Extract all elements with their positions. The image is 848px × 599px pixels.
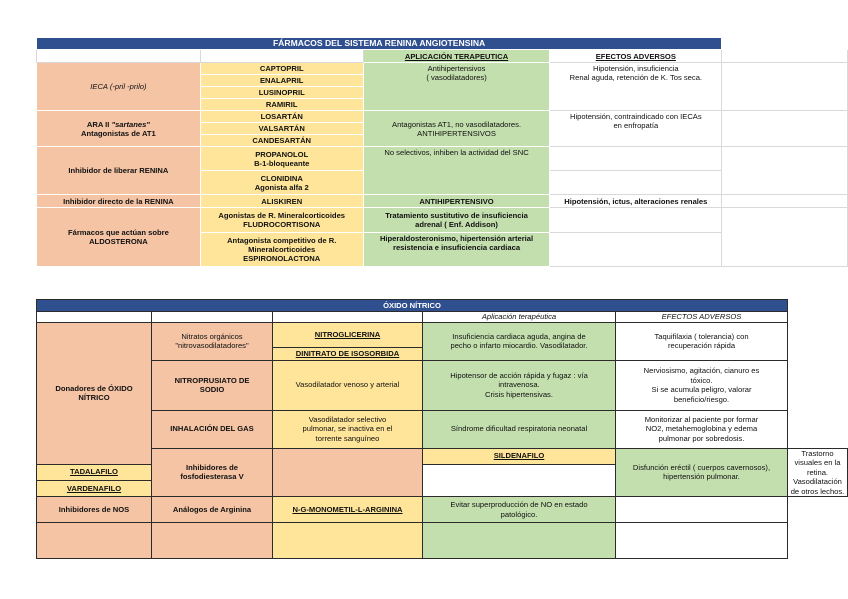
drug-sildenafilo: SILDENAFILO <box>423 448 616 464</box>
ara-therapeutic: Antagonistas AT1, no vasodilatadores. ANTIHIPERTENSIVOS <box>363 111 550 147</box>
nitroprusiato-therapeutic: Hipotensor de acción rápida y fugaz : vía intravenosa. Crisis hipertensivas. <box>423 360 616 410</box>
aldosterone-therapeutic-2: Hiperaldosteronismo, hipertensión arterial resistencia e insuficiencia cardiaca <box>363 233 550 267</box>
drug-fludrocortisona: Agonistas de R. Mineralcorticoides FLUDROCORTISONA <box>200 208 363 233</box>
nitrates-subgroup: Nitratos orgánicos "nitrovasodilatadores" <box>152 322 273 360</box>
table2-title: ÓXIDO NÍTRICO <box>37 300 788 312</box>
nitroprusiato-drug: Vasodilatador venoso y arterial <box>273 360 423 410</box>
pde5-adverse: Trastorno visuales en la retina. Vasodilatación de otros lechos. <box>788 448 848 497</box>
no-donors-group: Donadores de ÓXIDO NÍTRICO <box>37 322 152 464</box>
drug-enalapril: ENALAPRIL <box>200 75 363 87</box>
ara-adverse: Hipotensión, contraindicado con IECAs en enfropatía <box>550 111 722 147</box>
aldosterone-group: Fármacos que actúan sobre ALDOSTERONA <box>37 208 201 267</box>
table1-col-therapeutic: APLICACIÓN TERAPEUTICA <box>363 50 550 63</box>
nos-therapeutic: Evitar superproducción de NO en estado patológico. <box>423 497 616 523</box>
ara-group: ARA II "sartanes" Antagonistas de AT1 <box>37 111 201 147</box>
drug-propanolol: PROPANOLOL B-1-bloqueante <box>200 147 363 171</box>
table2-col-adverse: EFECTOS ADVERSOS <box>616 312 788 323</box>
renin-release-group: Inhibidor de liberar RENINA <box>37 147 201 195</box>
direct-renin-therapeutic: ANTIHIPERTENSIVO <box>363 195 550 208</box>
ieca-adverse: Hipotensión, insuficiencia Renal aguda, retención de K. Tos seca. <box>550 63 722 111</box>
aldosterone-therapeutic-1: Tratamiento sustitutivo de insuficiencia adrenal ( Enf. Addison) <box>363 208 550 233</box>
drug-ramiril: RAMIRIL <box>200 99 363 111</box>
drug-dinitrato-isosorbida: DINITRATO DE ISOSORBIDA <box>273 347 423 360</box>
nitrates-therapeutic: Insuficiencia cardiaca aguda, angina de pecho o infarto miocardio. Vasodilatador. <box>423 322 616 360</box>
direct-renin-group: Inhibidor directo de la RENINA <box>37 195 201 208</box>
drug-candesartan: CANDESARTÁN <box>200 135 363 147</box>
gas-adverse: Monitorizar al paciente por formar NO2, metahemoglobina y edema pulmonar por sobredosis. <box>616 410 788 448</box>
ieca-group: IECA (-pril -prilo) <box>37 63 201 111</box>
drug-aliskiren: ALISKIREN <box>200 195 363 208</box>
drug-nitroglicerina: NITROGLICERINA <box>273 322 423 347</box>
drug-vardenafilo: VARDENAFILO <box>37 480 152 496</box>
nitrates-adverse: Taquifilaxia ( tolerancia) con recuperación rápida <box>616 322 788 360</box>
direct-renin-adverse: Hipotensión, ictus, alteraciones renales <box>550 195 722 208</box>
nitroprusiato-subgroup: NITROPRUSIATO DE SODIO <box>152 360 273 410</box>
pde5-therapeutic: Disfunción eréctil ( cuerpos cavernosos), hipertensión pulmonar. <box>616 448 788 497</box>
renin-angiotensin-table <box>36 37 848 267</box>
nos-group: Inhibidores de NOS <box>37 497 152 523</box>
drug-captopril: CAPTOPRIL <box>200 63 363 75</box>
gas-drug: Vasodilatador selectivo pulmonar, se inactiva en el torrente sanguíneo <box>273 410 423 448</box>
drug-clonidina: CLONIDINA Agonista alfa 2 <box>200 171 363 195</box>
renin-release-therapeutic: No selectivos, inhiben la actividad del SNC <box>363 147 550 195</box>
drug-losartan: LOSARTÁN <box>200 111 363 123</box>
gas-therapeutic: Síndrome dificultad respiratoria neonatal <box>423 410 616 448</box>
drug-valsartan: VALSARTÁN <box>200 123 363 135</box>
nos-subgroup: Análogos de Arginina <box>152 497 273 523</box>
pde5-group: Inhibidores de fosfodiesterasa V <box>152 448 273 497</box>
nitroprusiato-adverse: Nerviosismo, agitación, cianuro es tóxico. Si se acumula peligro, valorar beneficio/riesgo. <box>616 360 788 410</box>
nitric-oxide-table <box>36 299 848 559</box>
drug-tadalafilo: TADALAFILO <box>37 464 152 480</box>
table1-col-adverse: EFECTOS ADVERSOS <box>550 50 722 63</box>
drug-espironolactona: Antagonista competitivo de R. Mineralcorticoides ESPIRONOLACTONA <box>200 233 363 267</box>
gas-subgroup: INHALACIÓN DEL GAS <box>152 410 273 448</box>
drug-lusinopril: LUSINOPRIL <box>200 87 363 99</box>
table1-title: FÁRMACOS DEL SISTEMA RENINA ANGIOTENSINA <box>37 38 722 50</box>
ieca-therapeutic: Antihipertensivos ( vasodilatadores) <box>363 63 550 111</box>
drug-monometil-arginina: N-G-MONOMETIL-L-ARGININA <box>273 497 423 523</box>
table2-col-therapeutic: Aplicación terapéutica <box>423 312 616 323</box>
